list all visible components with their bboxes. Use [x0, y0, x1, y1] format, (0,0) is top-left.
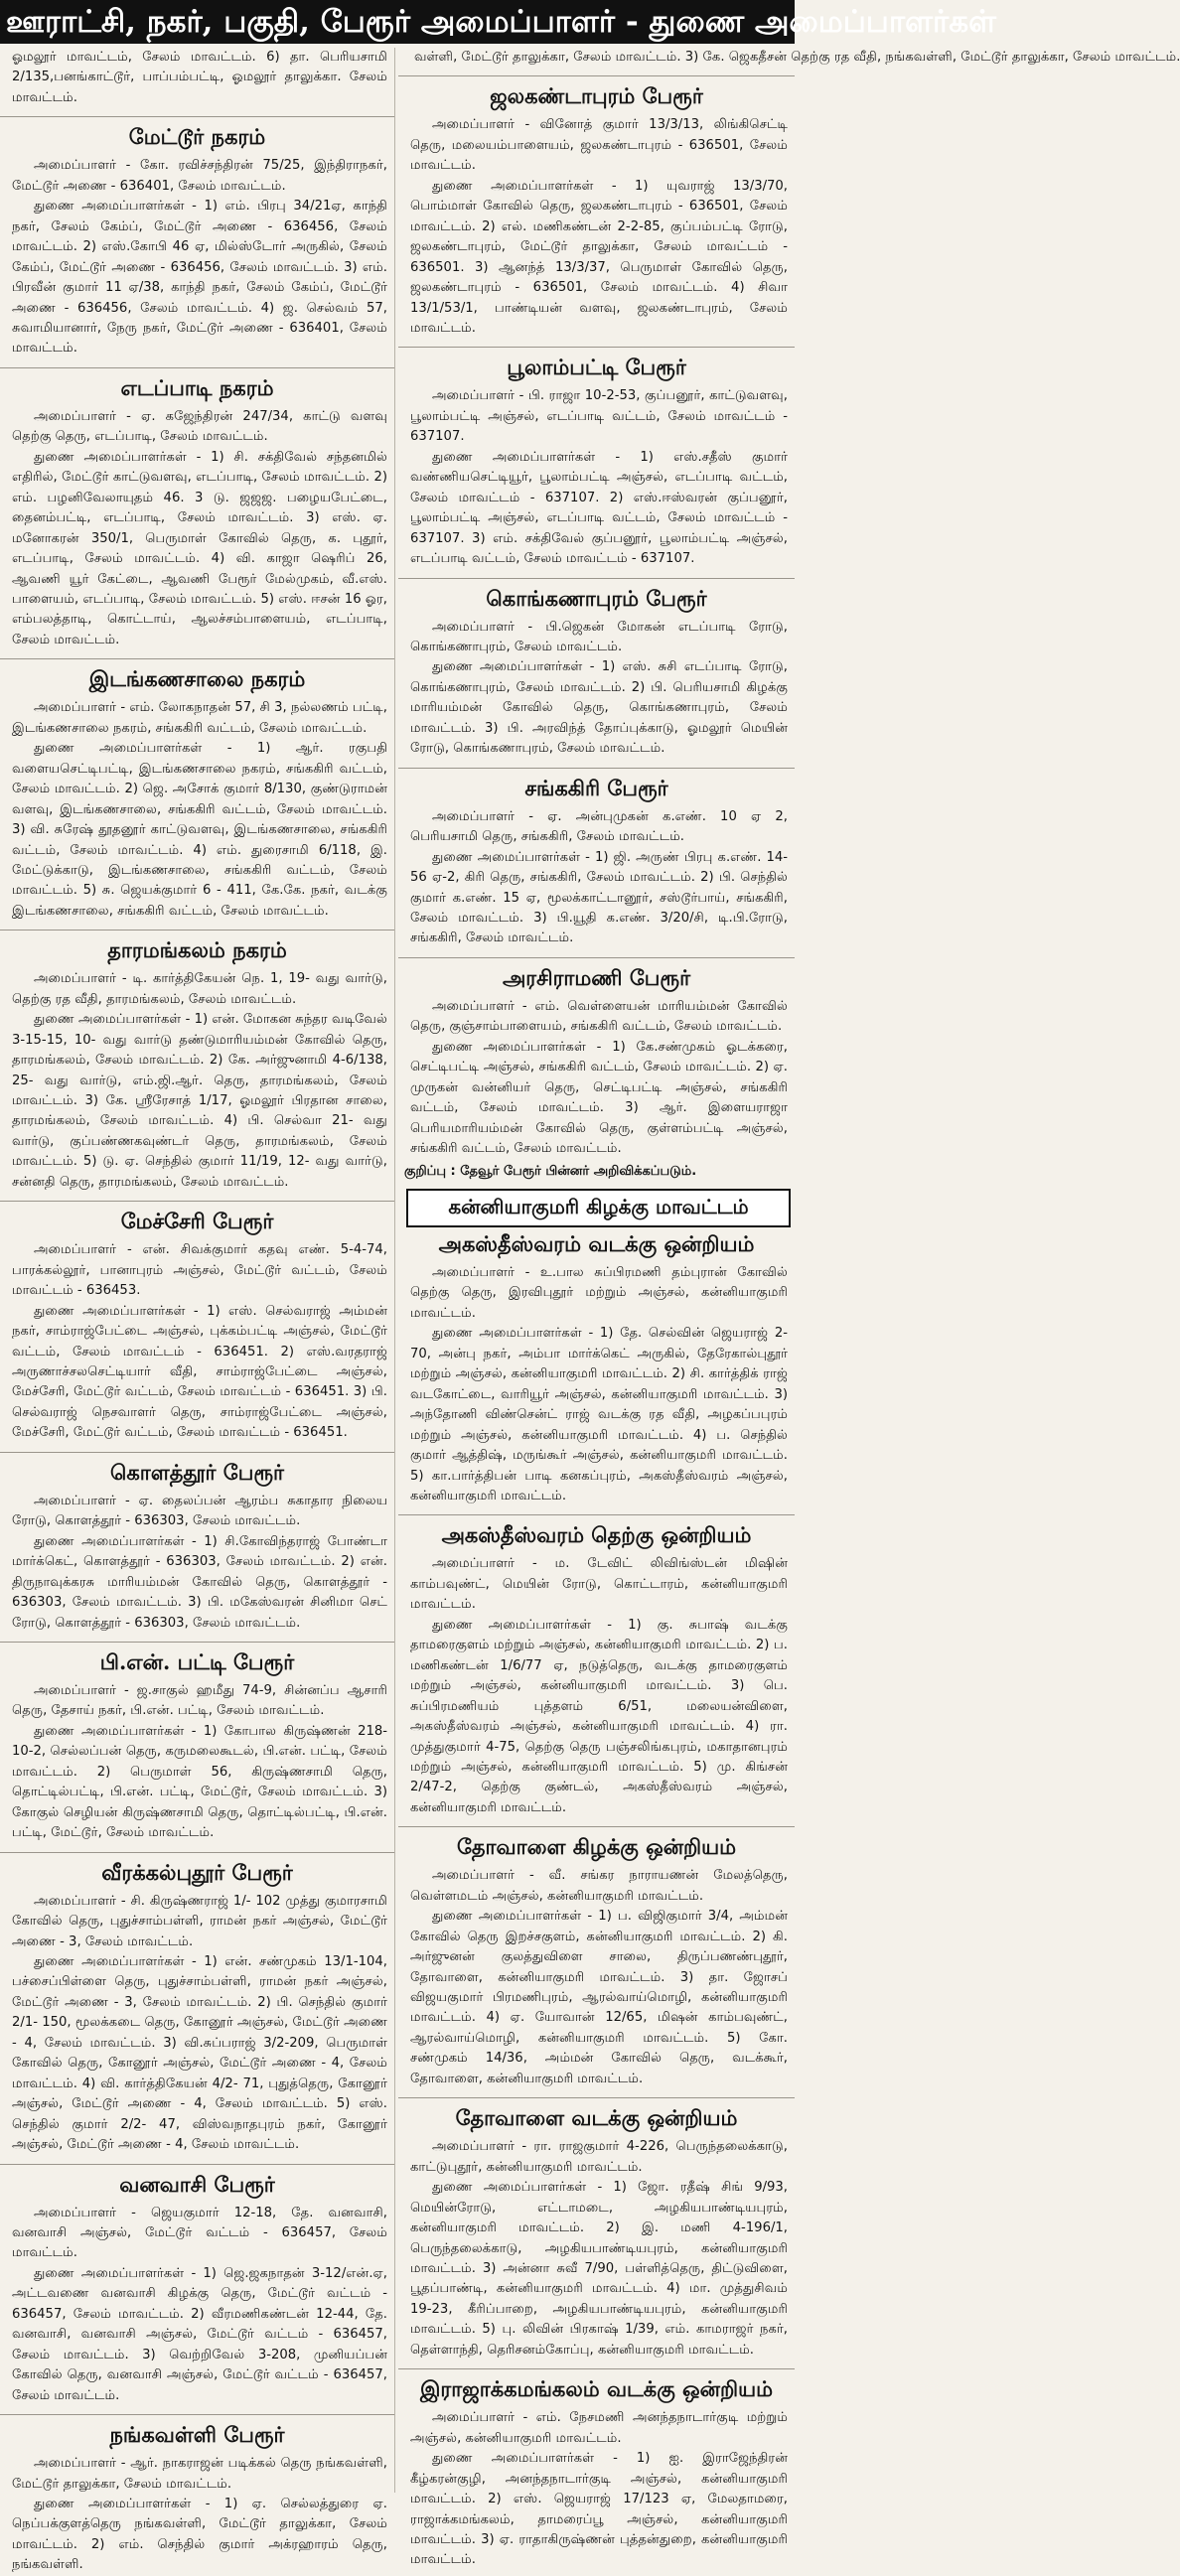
left-column: [0, 48, 395, 2573]
section: [0, 1642, 394, 1844]
section: [0, 1452, 394, 1634]
left-intro-text: ஓமலூர் மாவட்டம், சேலம் மாவட்டம். 6) தா. பெரியசாமி 2/135,பனங்காட்டூர், பாப்பம்பட்டி, ஓமலூர் தாலுக்கா. சேலம் மாவட்டம்.: [12, 50, 387, 105]
deputy-organizers-entry: துணை அமைப்பாளர்கள் - 1) ஜெ.ஜகநாதன் 3-12/என்.ஏ, அட்டவணை வனவாசி கிழக்கு தெரு, மேட்டூர் வட்டம் - 636457, சேலம் மாவட்டம். 2) வீரமணிகண்டன் 12-44, தே. வனவாசி, வனவாசி அஞ்சல், மேட்டூர் வட்டம் - 636457, சேலம் மாவட்டம். 3) வெற்றிவேல் 3-208, முனியப்பன் கோவில் தெரு, வனவாசி அஞ்சல், மேட்டூர் வட்டம் - 636457, சேலம் மாவட்டம்.: [12, 2265, 387, 2403]
right-sections-district: [398, 1231, 795, 2571]
deputy-organizers-entry: துணை அமைப்பாளர்கள் - 1) ஜி. அருண் பிரபு க.எண். 14-56 ஏ-2, கிரி தெரு, சங்ககிரி, சேலம் மாவட்டம். 2) பி. செந்தில் குமார் க.எண். 15 ஏ, மூலக்காட்டானூர், சஸ்டூர்பாய், சங்ககிரி, சேலம் மாவட்டம். 3) பி.யூதி க.எண். 3/20/சி, டி.பி.ரோடு, சங்ககிரி, சேலம் மாவட்டம்.: [410, 849, 788, 946]
organizer-entry: அமைப்பாளர் - பி.ஜெகன் மோகன் எடப்பாடி ரோடு, கொங்கணாபுரம், சேலம் மாவட்டம்.: [410, 619, 788, 654]
section: [398, 2097, 795, 2361]
section: [0, 2414, 394, 2576]
section-title: தோவாளை வடக்கு ஒன்றியம்: [398, 2097, 795, 2133]
section-title: தாரமங்கலம் நகரம்: [0, 930, 394, 965]
organizer-entry: அமைப்பாளர் - பி. ராஜா 10-2-53, குப்பனூர், காட்டுவளவு, பூலாம்பட்டி அஞ்சல், எடப்பாடி வட்டம், சேலம் மாவட்டம் - 637107.: [410, 388, 788, 445]
deputy-organizers-entry: துணை அமைப்பாளர்கள் - 1) கு. சுபாஷ் வடக்கு தாமரைகுளம் மற்றும் அஞ்சல், கன்னியாகுமரி மாவட்டம். 2) ப. மணிகண்டன் 1/6/77 ஏ, நடுத்தெரு, வடக்கு தாமரைகுளம் மற்றும் அஞ்சல், கன்னியாகுமரி மாவட்டம். 3) பெ. சுப்பிரமணியம் புத்தளம் 6/51, மலையன்விளை, அகஸ்தீஸ்வரம் அஞ்சல், கன்னியாகுமரி மாவட்டம். 4) ரா. முத்துகுமார் 4-75, தெற்கு தெரு பஞ்சலிங்கபுரம், மகாதானபுரம் மற்றும் அஞ்சல், கன்னியாகுமரி மாவட்டம். 5) மு. கிங்சன் 2/47-2, தெற்கு குண்டல், அகஸ்தீஸ்வரம் அஞ்சல், கன்னியாகுமரி மாவட்டம்.: [410, 1617, 788, 1815]
organizer-entry: அமைப்பாளர் - சி. கிருஷ்ணராஜ் 1/- 102 முத்து குமாரசாமி கோவில் தெரு, புதுச்சாம்பள்ளி, ராமன் நகர் அஞ்சல், மேட்டூர் அணை - 3, சேலம் மாவட்டம்.: [12, 1893, 387, 1949]
section: [398, 578, 795, 760]
section: [0, 367, 394, 650]
left-sections: [0, 116, 394, 2575]
section-title: ஜலகண்டாபுரம் பேரூர்: [398, 75, 795, 111]
organizer-entry: அமைப்பாளர் - ஜ.சாகுல் ஹமீது 74-9, சின்னப்ப ஆசாரி தெரு, தேசாய் நகர், பி.என். பட்டி, சேலம் மாவட்டம்.: [12, 1683, 387, 1719]
right-intro-text: வள்ளி, மேட்டூர் தாலுக்கா, சேலம் மாவட்டம். 3) கே. ஜெகதீசன் தெற்கு ரத வீதி, நங்கவள்ளி, மேட்டூர் தாலுக்கா, சேலம் மாவட்டம்.: [414, 50, 1180, 65]
deputy-organizers-entry: துணை அமைப்பாளர்கள் - 1) எஸ். சுசி எடப்பாடி ரோடு, கொங்கணாபுரம், சேலம் மாவட்டம். 2) பி. பெரியசாமி கிழக்கு மாரியம்மன் கோவில் தெரு, கொங்கணாபுரம், சேலம் மாவட்டம். 3) பி. அரவிந்த் தோப்புக்காடு, ஓமலூர் மெயின் ரோடு, கொங்கணாபுரம், சேலம் மாவட்டம்.: [410, 659, 788, 757]
section: [0, 1201, 394, 1444]
deputy-organizers-entry: துணை அமைப்பாளர்கள் - 1) ஏ. செல்லத்துரை ஏ. நெப்பக்குளத்தெரு நங்கவள்ளி, மேட்டூர் தாலுக்கா, சேலம் மாவட்டம். 2) எம். செந்தில் குமார் அக்ரஹாரம் தெரு, நங்கவள்ளி.: [12, 2496, 387, 2573]
section-title: மேட்டூர் நகரம்: [0, 116, 394, 152]
organizer-entry: அமைப்பாளர் - வினோத் குமார் 13/3/13, லிங்கிசெட்டி தெரு, மலையம்பாளையம், ஜலகண்டாபுரம் - 636501, சேலம் மாவட்டம்.: [410, 117, 788, 174]
organizer-entry: அமைப்பாளர் - எம். லோகநாதன் 57, சி 3, நல்லணம் பட்டி, இடங்கணசாலை நகரம், சங்ககிரி வட்டம், சேலம் மாவட்டம்.: [12, 700, 387, 736]
deputy-organizers-entry: துணை அமைப்பாளர்கள் - 1) என். மோகன சுந்தர வடிவேல் 3-15-15, 10- வது வார்டு தண்டுமாரியம்மன் கோவில் தெரு, தாரமங்கலம், சேலம் மாவட்டம். 2) கே. அர்ஜுனாமி 4-6/138, 25- வது வார்டு, எம்.ஜி.ஆர். தெரு, தாரமங்கலம், சேலம் மாவட்டம். 3) கே. ஸ்ரீரேசாத் 1/17, ஓமலூர் பிரதான சாலை, தாரமங்கலம், சேலம் மாவட்டம். 4) பி. செல்வா 21- வது வார்டு, குப்பண்ணகவுண்டர் தெரு, தாரமங்கலம், சேலம் மாவட்டம். 5) டு. ஏ. செந்தில் குமார் 11/19, 12- வது வார்டு, சன்னதி தெரு, தாரமங்கலம், சேலம் மாவட்டம்.: [12, 1012, 387, 1190]
section-title: இடங்கணசாலை நகரம்: [0, 658, 394, 694]
organizer-entry: அமைப்பாளர் - எம். வெள்ளையன் மாரியம்மன் கோவில் தெரு, குஞ்சாம்பாளையம், சங்ககிரி வட்டம், சேலம் மாவட்டம்.: [410, 998, 788, 1035]
organizer-entry: அமைப்பாளர் - கோ. ரவிச்சந்திரன் 75/25, இந்திராநகர், மேட்டூர் அணை - 636401, சேலம் மாவட்டம்.: [12, 158, 387, 194]
section-title: கொங்கணாபுரம் பேரூர்: [398, 578, 795, 614]
section-title: வீரக்கல்புதூர் பேரூர்: [0, 1852, 394, 1888]
deputy-organizers-entry: துணை அமைப்பாளர்கள் - 1) சி. சக்திவேல் சந்தனமில் எதிரில், மேட்டூர் காட்டுவளவு, எடப்பாடி, சேலம் மாவட்டம். 2) எம். பழனிவேலாயுதம் 46. 3 டு. ஜஜஜ. பழையபேட்டை, தைனம்பட்டி, எடப்பாடி, சேலம் மாவட்டம். 3) எஸ். ஏ. மனோகரன் 350/1, பெருமாள் கோவில் தெரு, க. புதூர், எடப்பாடி, சேலம் மாவட்டம். 4) வி. காஜா ஷெரிப் 26, ஆவணி யூர் கேட்டை, ஆவணி பேரூர் மேல்முகம், வீ.எஸ். பாளையம், எடப்பாடி, சேலம் மாவட்டம். 5) எஸ். ஈசன் 16 ஓர, எம்பலத்தாடி, கொட்டாய், ஆலச்சம்பாளையம், எடப்பாடி, சேலம் மாவட்டம்.: [12, 449, 387, 647]
organizer-entry: அமைப்பாளர் - ஆர். நாகராஜன் படிக்கல் தெரு நங்கவள்ளி, மேட்டூர் தாலுக்கா, சேலம் மாவட்டம்.: [12, 2456, 387, 2492]
notice-text: குறிப்பு : தேவூர் பேரூர் பின்னர் அறிவிக்கப்படும்.: [404, 1164, 697, 1180]
deputy-organizers-entry: துணை அமைப்பாளர்கள் - 1) என். சண்முகம் 13/1-104, பச்சைப்பிள்ளை தெரு, புதுச்சாம்பள்ளி, ராமன் நகர் அஞ்சல், மேட்டூர் அணை - 3, சேலம் மாவட்டம். 2) பி. செந்தில் குமார் 2/1- 150, மூலக்கடை தெரு, கோனூர் அஞ்சல், மேட்டூர் அணை - 4, சேலம் மாவட்டம். 3) வி.சுப்பராஜ் 3/2-209, பெருமாள் கோவில் தெரு, கோனூர் அஞ்சல், மேட்டூர் அணை - 4, சேலம் மாவட்டம். 4) வி. கார்த்திகேயன் 4/2- 71, புதுத்தெரு, கோனூர் அஞ்சல், மேட்டூர் அணை - 4, சேலம் மாவட்டம். 5) எஸ். செந்தில் குமார் 2/2- 47, விஸ்வநாதபுரம் நகர், கோனூர் அஞ்சல், மேட்டூர் அணை - 4, சேலம் மாவட்டம்.: [12, 1953, 387, 2153]
organizer-entry: அமைப்பாளர் - ஏ. தைலப்பன் ஆரம்ப சுகாதார நிலைய ரோடு, கொளத்தூர் - 636303, சேலம் மாவட்டம்.: [12, 1493, 387, 1529]
organizer-entry: அமைப்பாளர் - உ.பால சுப்பிரமணி தம்புரான் கோவில் தெற்கு தெரு, இரவிபுதூர் மற்றும் அஞ்சல், கன்னியாகுமரி மாவட்டம்.: [410, 1264, 788, 1321]
organizer-entry: அமைப்பாளர் - ஏ. கஜேந்திரன் 247/34, காட்டு வளவு தெற்கு தெரு, எடப்பாடி, சேலம் மாவட்டம்.: [12, 408, 387, 445]
section: [398, 1826, 795, 2089]
organizer-entry: அமைப்பாளர் - எம். நேசமணி அனந்தநாடார்குடி மற்றும் அஞ்சல், கன்னியாகுமரி மாவட்டம்.: [410, 2410, 788, 2446]
section: [0, 2164, 394, 2407]
section: [0, 116, 394, 359]
right-column: [398, 48, 1180, 2568]
deputy-organizers-entry: துணை அமைப்பாளர்கள் - 1) தே. செல்வின் ஜெயராஜ் 2-70, அன்பு நகர், அம்பா மார்க்கெட் அருகில், தேரேகால்புதூர் மற்றும் அஞ்சல், கன்னியாகுமரி மாவட்டம். 2) சி. கார்த்திக் ராஜ் வடகோட்டை, வாரியூர் அஞ்சல், கன்னியாகுமரி மாவட்டம். 3) அந்தோணி விண்சென்ட் ராஜ் வடக்கு ரத வீதி, அழகப்பபுரம் மற்றும் அஞ்சல், கன்னியாகுமரி மாவட்டம். 4) ப. செந்தில் குமார் ஆத்திஷ், மருங்கூர் அஞ்சல், கன்னியாகுமரி மாவட்டம். 5) கா.பார்த்திபன் பாடி கனகப்புரம், அகஸ்தீஸ்வரம் அஞ்சல், கன்னியாகுமரி மாவட்டம்.: [410, 1326, 788, 1503]
deputy-organizers-entry: துணை அமைப்பாளர்கள் - 1) யுவராஜ் 13/3/70, பொம்மாள் கோவில் தெரு, ஜலகண்டாபுரம் - 636501, சேலம் மாவட்டம். 2) எல். மணிகண்டன் 2-2-85, குப்பம்பட்டி ரோடு, ஜலகண்டாபுரம், மேட்டூர் தாலுக்கா, சேலம் மாவட்டம் - 636501. 3) ஆனந்த் 13/3/37, பெருமாள் கோவில் தெரு, ஜலகண்டாபுரம் - 636501, சேலம் மாவட்டம். 4) சிவா 13/1/53/1, பாண்டியன் வளவு, ஜலகண்டாபுரம், சேலம் மாவட்டம்.: [410, 178, 788, 336]
section: [0, 658, 394, 922]
section-title: எடப்பாடி நகரம்: [0, 367, 394, 403]
deputy-organizers-entry: துணை அமைப்பாளர்கள் - 1) சி.கோவிந்தராஜ் போண்டா மார்க்கெட், கொளத்தூர் - 636303, சேலம் மாவட்டம். 2) என். திருநாவுக்கரசு மாரியம்மன் கோவில் தெரு, கொளத்தூர் - 636303, சேலம் மாவட்டம். 3) பி. மகேஸ்வரன் சினிமா செட் ரோடு, கொளத்தூர் - 636303, சேலம் மாவட்டம்.: [12, 1533, 387, 1631]
section-title: தோவாளை கிழக்கு ஒன்றியம்: [398, 1826, 795, 1862]
section: [398, 957, 795, 1160]
section: [398, 2368, 795, 2571]
deputy-organizers-entry: துணை அமைப்பாளர்கள் - 1) ஆர். ரகுபதி வளையசெட்டிபட்டி, இடங்கணசாலை நகரம், சங்ககிரி வட்டம், சேலம் மாவட்டம். 2) ஜெ. அசோக் குமார் 8/130, குண்டுராமன் வளவு, இடங்கணசாலை, சங்ககிரி வட்டம், சேலம் மாவட்டம். 3) வி. சுரேஷ் தூதனூர் காட்டுவளவு, இடங்கணசாலை, சங்ககிரி வட்டம், சேலம் மாவட்டம். 4) எம். துரைசாமி 6/118, இ. மேட்டுக்காடு, இடங்கணசாலை, சங்ககிரி வட்டம், சேலம் மாவட்டம். 5) சு. ஜெயக்குமார் 6 - 411, கே.கே. நகர், வடக்கு இடங்கணசாலை, சங்ககிரி வட்டம், சேலம் மாவட்டம்.: [12, 741, 387, 919]
organizer-entry: அமைப்பாளர் - என். சிவக்குமார் கதவு எண். 5-4-74, பாரக்கல்லூர், பானாபுரம் அஞ்சல், மேட்டூர் வட்டம், சேலம் மாவட்டம் - 636453.: [12, 1242, 387, 1299]
deputy-organizers-entry: துணை அமைப்பாளர்கள் - 1) ப. விஜிகுமார் 3/4, அம்மன் கோவில் தெரு இறச்சகுளம், கன்னியாகுமரி மாவட்டம். 2) கி. அர்ஜுனன் குலத்துவிளை சாலை, திருப்பணண்புதூர், தோவாளை, கன்னியாகுமரி மாவட்டம். 3) தா. ஜோசப் விஜயகுமார் பிரமணிபுரம், ஆரல்வாய்மொழி, கன்னியாகுமரி மாவட்டம். 4) ஏ. யோவான் 12/65, மிஷன் காம்பவுண்ட், ஆரல்வாய்மொழி, கன்னியாகுமரி மாவட்டம். 5) கோ. சண்முகம் 14/36, அம்மன் கோவில் தெரு, வடக்கூர், தோவாளை, கன்னியாகுமரி மாவட்டம்.: [410, 1909, 788, 2086]
district-banner: [406, 1189, 791, 1227]
section-title: சங்ககிரி பேரூர்: [398, 768, 795, 803]
section-title: வனவாசி பேரூர்: [0, 2164, 394, 2200]
deputy-organizers-entry: துணை அமைப்பாளர்கள் - 1) எஸ். செல்வராஜ் அம்மன் நகர், சாம்ராஜ்பேட்டை அஞ்சல், புக்கம்பட்டி அஞ்சல், மேட்டூர் வட்டம், சேலம் மாவட்டம் - 636451. 2) எஸ்.வரதராஜ் அருணாச்சலசெட்டியார் வீதி, சாம்ராஜ்பேட்டை அஞ்சல், மேச்சேரி, மேட்டூர் வட்டம், சேலம் மாவட்டம் - 636451. 3) பி. செல்வராஜ் நெசவாளர் தெரு, சாம்ராஜ்பேட்டை அஞ்சல், மேச்சேரி, மேட்டூர் வட்டம், சேலம் மாவட்டம் - 636451.: [12, 1303, 387, 1441]
section: [0, 930, 394, 1193]
section: [398, 75, 795, 339]
organizer-entry: அமைப்பாளர் - வீ. சங்கர நாராயணன் மேலத்தெரு, வெள்ளமடம் அஞ்சல், கன்னியாகுமரி மாவட்டம்.: [410, 1868, 788, 1904]
section-title: நங்கவள்ளி பேரூர்: [0, 2414, 394, 2450]
section-title: இராஜாக்கமங்கலம் வடக்கு ஒன்றியம்: [398, 2368, 795, 2404]
section: [398, 1514, 795, 1818]
section: [0, 1852, 394, 2156]
page-header-title: ஊராட்சி, நகர், பகுதி, பேரூர் அமைப்பாளர் - துணை அமைப்பாளர்கள்: [6, 4, 996, 40]
section: [398, 347, 795, 569]
section-title: பி.என். பட்டி பேரூர்: [0, 1642, 394, 1677]
deputy-organizers-entry: துணை அமைப்பாளர்கள் - 1) ஐ. இராஜேந்திரன் கீழ்கரன்குழி, அனந்தநாடார்குடி அஞ்சல், கன்னியாகுமரி மாவட்டம். 2) எஸ். ஜெயராஜ் 17/123 ஏ, மேலதாமரை, ராஜாக்கமங்கலம், தாமரைப்பூ அஞ்சல், கன்னியாகுமரி மாவட்டம். 3) ஏ. ராதாகிருஷ்ணன் புத்தன்துறை, கன்னியாகுமரி மாவட்டம்.: [410, 2451, 788, 2568]
organizer-entry: அமைப்பாளர் - டி. கார்த்திகேயன் நெ. 1, 19- வது வார்டு, தெற்கு ரத வீதி, தாரமங்கலம், சேலம் மாவட்டம்.: [12, 971, 387, 1007]
section: [398, 1231, 795, 1506]
section-title: பூலாம்பட்டி பேரூர்: [398, 347, 795, 382]
section-title: அரசிராமணி பேரூர்: [398, 957, 795, 993]
organizer-entry: அமைப்பாளர் - ஏ. அன்புமுகன் க.எண். 10 ஏ 2, பெரியசாமி தெரு, சங்ககிரி, சேலம் மாவட்டம்.: [410, 808, 788, 845]
section-title: அகஸ்தீஸ்வரம் தெற்கு ஒன்றியம்: [398, 1514, 795, 1550]
district-banner-title: கன்னியாகுமரி கிழக்கு மாவட்டம்: [448, 1194, 749, 1218]
deputy-organizers-entry: துணை அமைப்பாளர்கள் - 1) எம். பிரபு 34/21ஏ, காந்தி நகர், சேலம் கேம்ப், மேட்டூர் அணை - 636456, சேலம் மாவட்டம். 2) எஸ்.கோபி 46 ஏ, மில்ஸ்டோர் அருகில், சேலம் கேம்ப், மேட்டூர் அணை - 636456, சேலம் மாவட்டம். 3) எம். பிரவீன் குமார் 11 ஏ/38, காந்தி நகர், சேலம் கேம்ப், மேட்டூர் அணை - 636456, சேலம் மாவட்டம். 4) ஜ. செல்வம் 57, சுவாமியானார், நேரு நகர், மேட்டூர் அணை - 636401, சேலம் மாவட்டம்.: [12, 199, 387, 357]
deputy-organizers-entry: துணை அமைப்பாளர்கள் - 1) ஜோ. ரதீஷ் சிங் 9/93, மெயின்ரோடு, எட்டாமடை, அழகியபாண்டியபுரம், கன்னியாகுமரி மாவட்டம். 2) இ. மணி 4-196/1, பெருந்தலைக்காடு, அழகியபாண்டியபுரம், கன்னியாகுமரி மாவட்டம். 3) அன்னா சுவீ 7/90, பள்ளித்தெரு, திட்டுவிளை, பூதப்பாண்டி, கன்னியாகுமரி மாவட்டம். 4) மா. முத்துசிவம் 19-23, கீரிப்பாறை, அழகியபாண்டியபுரம், கன்னியாகுமரி மாவட்டம். 5) பு. லிவின் பிரகாஷ் 1/39, எம். காமராஜர் நகர், தெள்ளாந்தி, தெரிசனம்கோப்பு, கன்னியாகுமரி மாவட்டம்.: [410, 2180, 788, 2358]
section: [398, 768, 795, 949]
section-title: மேச்சேரி பேரூர்: [0, 1201, 394, 1236]
deputy-organizers-entry: துணை அமைப்பாளர்கள் - 1) கே.சண்முகம் ஓடக்கரை, செட்டிபட்டி அஞ்சல், சங்ககிரி வட்டம், சேலம் மாவட்டம். 2) ஏ. முருகன் வன்னியர் தெரு, செட்டிபட்டி அஞ்சல், சங்ககிரி வட்டம், சேலம் மாவட்டம். 3) ஆர். இளையராஜா பெரியமாரியம்மன் கோவில் தெரு, குள்ளம்பட்டி அஞ்சல், சங்ககிரி வட்டம், சேலம் மாவட்டம்.: [410, 1039, 788, 1157]
section-title: கொளத்தூர் பேரூர்: [0, 1452, 394, 1488]
right-sections: [398, 75, 795, 1159]
organizer-entry: அமைப்பாளர் - ம. டேவிட் லிவிங்ஸ்டன் மிஷின் காம்பவுண்ட், மெயின் ரோடு, கொட்டாரம், கன்னியாகுமரி மாவட்டம்.: [410, 1556, 788, 1613]
deputy-organizers-entry: துணை அமைப்பாளர்கள் - 1) கோபால கிருஷ்ணன் 218-10-2, செல்லப்பன் தெரு, கருமலைகூடல், பி.என். பட்டி, சேலம் மாவட்டம். 2) பெருமாள் 56, கிருஷ்ணசாமி தெரு, தொட்டில்பட்டி, பி.என். பட்டி, மேட்டூர், சேலம் மாவட்டம். 3) கோகுல் செழியன் கிருஷ்ணசாமி தெரு, தொட்டில்பட்டி, பி.என். பட்டி, மேட்டூர், சேலம் மாவட்டம்.: [12, 1723, 387, 1841]
organizer-entry: அமைப்பாளர் - ஜெயகுமார் 12-18, தே. வனவாசி, வனவாசி அஞ்சல், மேட்டூர் வட்டம் - 636457, சேலம் மாவட்டம்.: [12, 2205, 387, 2261]
section-title: அகஸ்தீஸ்வரம் வடக்கு ஒன்றியம்: [438, 1230, 755, 1256]
deputy-organizers-entry: துணை அமைப்பாளர்கள் - 1) எஸ்.சதீஸ் குமார் வண்ணியசெட்டியூர், பூலாம்பட்டி அஞ்சல், எடப்பாடி வட்டம், சேலம் மாவட்டம் - 637107. 2) எஸ்.ஈஸ்வரன் குப்பனூர், பூலாம்பட்டி அஞ்சல், எடப்பாடி வட்டம், சேலம் மாவட்டம் - 637107. 3) எம். சக்திவேல் குப்பனூர், பூலாம்பட்டி அஞ்சல், எடப்பாடி வட்டம், சேலம் மாவட்டம் - 637107.: [410, 449, 788, 567]
organizer-entry: அமைப்பாளர் - ரா. ராஜகுமார் 4-226, பெருந்தலைக்காடு, காட்டுபுதூர், கன்னியாகுமரி மாவட்டம்.: [410, 2139, 788, 2175]
page-header: [0, 0, 996, 44]
